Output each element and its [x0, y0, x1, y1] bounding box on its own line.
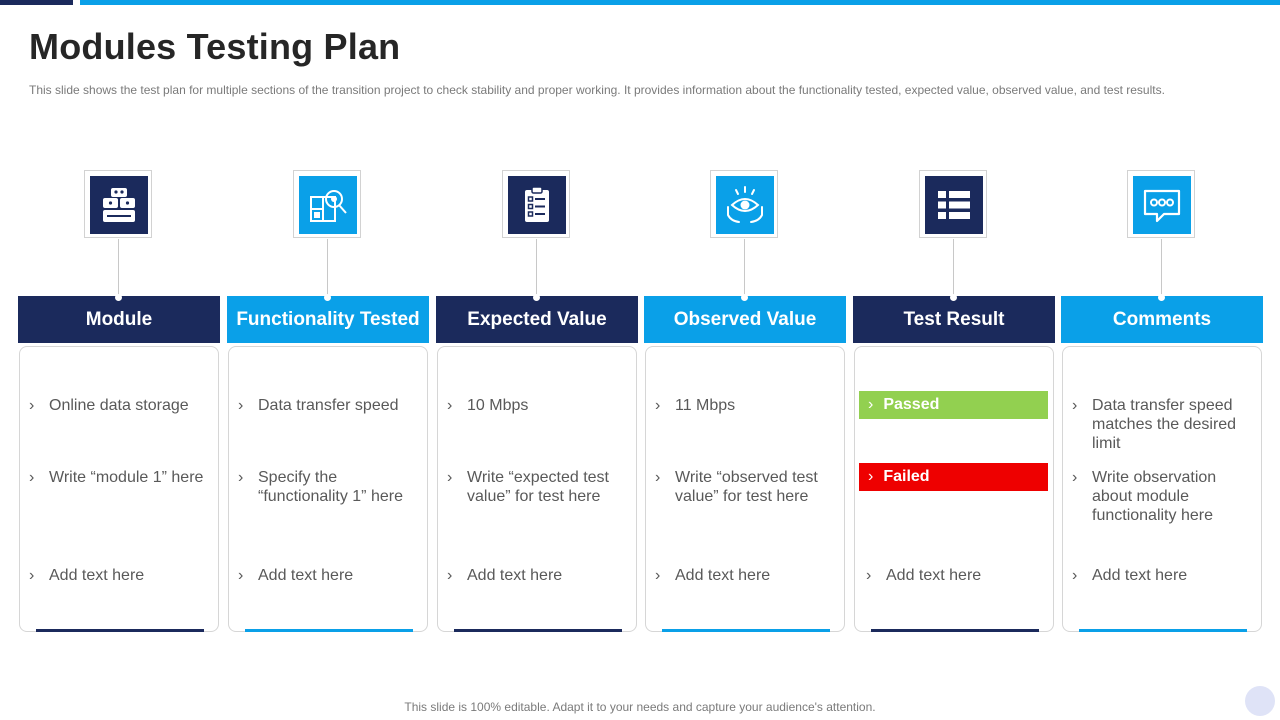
connector-line: [118, 239, 119, 296]
list-item: › Specify the “functionality 1” here: [238, 469, 403, 505]
connector-line: [536, 239, 537, 296]
list-item: › Add text here: [866, 567, 982, 584]
status-badge-passed: › Passed: [859, 391, 1048, 419]
blueprint-magnifier-icon: [299, 176, 357, 234]
chat-bubble-icon: [1133, 176, 1191, 234]
column-test-result: [853, 170, 1055, 635]
list-item: › Write “module 1” here: [29, 469, 204, 486]
list-item: › Add text here: [238, 567, 354, 584]
column-observed-value: [644, 170, 846, 635]
list-item: › Add text here: [447, 567, 563, 584]
page-title: Modules Testing Plan: [29, 26, 401, 67]
card-bottom-bar: [871, 629, 1039, 632]
icon-frame: [84, 170, 152, 238]
icon-frame: [293, 170, 361, 238]
connector-dot: [950, 294, 957, 301]
column-functionality-tested: [227, 170, 429, 635]
connector-line: [327, 239, 328, 296]
column-card: [228, 346, 428, 632]
list-item: › Add text here: [1072, 567, 1188, 584]
column-comments: [1061, 170, 1263, 635]
column-header: Test Result: [853, 296, 1055, 343]
list-item: › Add text here: [655, 567, 771, 584]
column-header: Module: [18, 296, 220, 343]
card-bottom-bar: [662, 629, 830, 632]
column-header: Comments: [1061, 296, 1263, 343]
status-badge-failed: › Failed: [859, 463, 1048, 491]
column-header: Observed Value: [644, 296, 846, 343]
list-item: › Write “expected test value” for test here: [447, 469, 609, 505]
blocks-icon: [90, 176, 148, 234]
clipboard-checklist-icon: [508, 176, 566, 234]
icon-frame: [502, 170, 570, 238]
list-item: › 11 Mbps: [655, 397, 736, 414]
column-card: [854, 346, 1054, 632]
column-card: [645, 346, 845, 632]
column-card: [1062, 346, 1262, 632]
list-item: › Data transfer speed: [238, 397, 399, 414]
icon-frame: [1127, 170, 1195, 238]
column-header: Expected Value: [436, 296, 638, 343]
card-bottom-bar: [36, 629, 204, 632]
icon-frame: [919, 170, 987, 238]
list-item: › Online data storage: [29, 397, 189, 414]
card-bottom-bar: [1079, 629, 1247, 632]
top-accent-bar-light: [80, 0, 1280, 5]
page-subtitle: This slide shows the test plan for multiple sections of the transition project to check stability and proper working. It provides information about the functionality tested, expected value, observed value, and test results.: [29, 83, 1165, 97]
column-expected-value: [436, 170, 638, 635]
connector-dot: [324, 294, 331, 301]
footer-note: This slide is 100% editable. Adapt it to your needs and capture your audience's attention.: [404, 700, 876, 714]
connector-dot: [1158, 294, 1165, 301]
column-module: [18, 170, 220, 635]
column-card: [19, 346, 219, 632]
list-item: › Add text here: [29, 567, 145, 584]
icon-frame: [710, 170, 778, 238]
connector-line: [744, 239, 745, 296]
card-bottom-bar: [454, 629, 622, 632]
list-item: › Write observation about module functionality here: [1072, 469, 1217, 524]
card-bottom-bar: [245, 629, 413, 632]
list-item: › Write “observed test value” for test here: [655, 469, 818, 505]
connector-dot: [533, 294, 540, 301]
connector-line: [953, 239, 954, 296]
connector-dot: [741, 294, 748, 301]
list-item: › 10 Mbps: [447, 397, 529, 414]
top-accent-bar-dark: [0, 0, 73, 5]
list-item: › Data transfer speed matches the desired limit: [1072, 397, 1237, 452]
connector-line: [1161, 239, 1162, 296]
connector-dot: [115, 294, 122, 301]
column-header: Functionality Tested: [227, 296, 429, 343]
corner-decoration: [1245, 686, 1275, 716]
column-card: [437, 346, 637, 632]
list-icon: [925, 176, 983, 234]
eye-hands-icon: [716, 176, 774, 234]
